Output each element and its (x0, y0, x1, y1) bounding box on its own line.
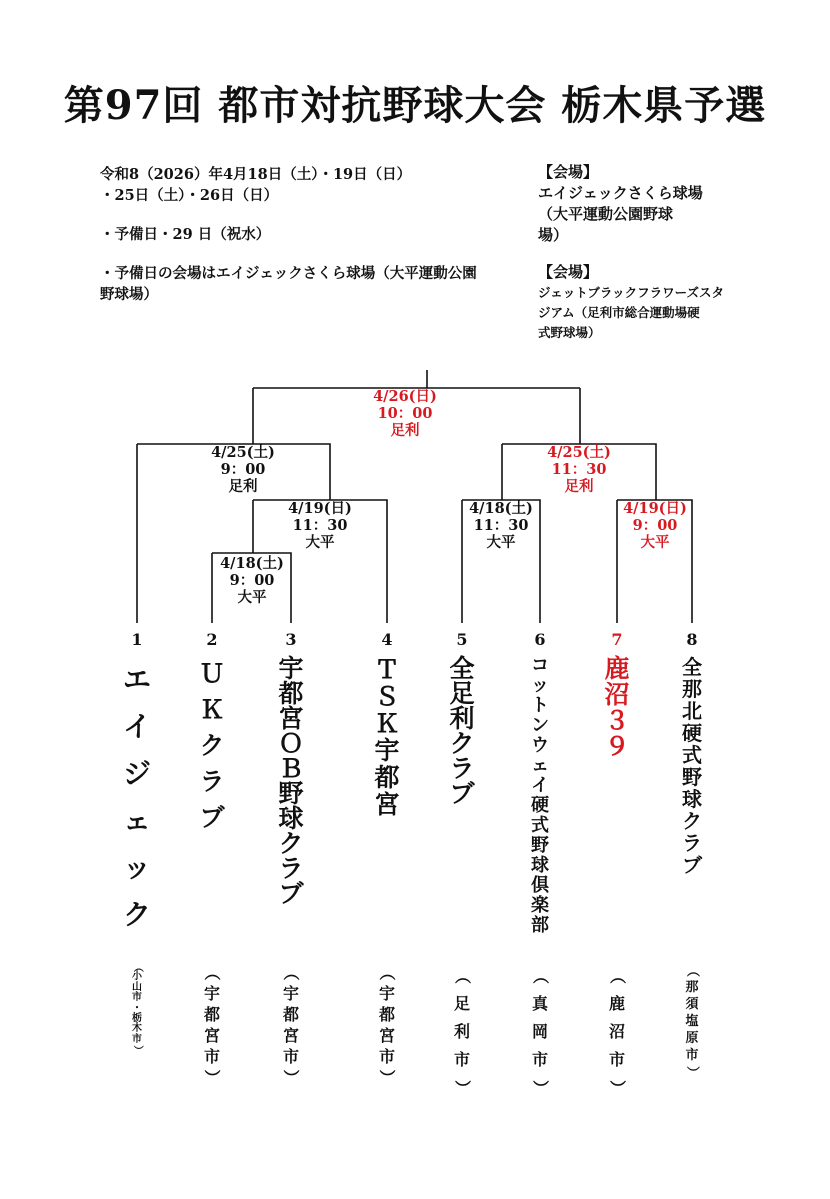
reserve-day: ・予備日・29 日（祝水） (100, 226, 271, 243)
schedule-line-1: 令和8（2026）年4月18日（土）・19日（日） (100, 166, 412, 183)
team-number: 3 (285, 630, 297, 649)
team-name: Ｕ Ｋ ク ラ ブ (199, 659, 225, 832)
match-time: 9：00 (229, 572, 275, 589)
team-name: エ イ ジ ェ ッ ク (122, 663, 151, 931)
team-number: 2 (206, 630, 218, 649)
team-number: 4 (381, 630, 393, 649)
match-venue: 大平 (237, 589, 267, 606)
team-city: （ 鹿 沼 市 ） (608, 967, 627, 1096)
venue-2-line-2: ジアム（足利市総合運動場硬 (538, 305, 700, 320)
match-date: 4/19(日) (288, 500, 352, 517)
match-venue: 足利 (228, 478, 258, 495)
team-name: 鹿 沼 ３ ９ (604, 654, 630, 761)
venue-2-line-1: ジェットブラックフラワーズスタ (538, 285, 725, 300)
reserve-venue-line-2: 野球場） (100, 286, 158, 303)
match-venue: 大平 (486, 534, 516, 551)
team-name: 全 那 北 硬 式 野 球 ク ラ ブ (682, 655, 702, 877)
team-city: （ 足 利 市 ） (453, 967, 472, 1096)
match-date: 4/25(土) (547, 444, 611, 461)
match-time: 10：00 (377, 405, 433, 422)
team-number: 6 (534, 630, 546, 649)
match-venue: 大平 (305, 534, 335, 551)
match-qf-left (275, 500, 365, 551)
team-city: （ 那 須 塩 原 市 ） (684, 963, 700, 1079)
team-city: （ 宇 都 宮 市 ） (281, 964, 301, 1086)
match-qf-right (610, 500, 700, 551)
page-title: 第97回 都市対抗野球大会 栃木県予選 (63, 82, 767, 129)
match-semi-right (534, 444, 624, 495)
match-date: 4/26(日) (373, 388, 437, 405)
venue-2-line-3: 式野球場） (538, 325, 601, 340)
match-time: 9：00 (632, 517, 678, 534)
venue-1-heading: 【会場】 (538, 163, 599, 181)
match-time: 11：30 (292, 517, 348, 534)
venue-1-line-1: エイジェックさくら球場 (538, 184, 703, 202)
match-venue: 大平 (640, 534, 670, 551)
venue-1-line-2: （大平運動公園野球 (538, 205, 674, 223)
match-venue: 足利 (564, 478, 594, 495)
match-r1-left (207, 555, 297, 606)
match-time: 11：30 (473, 517, 529, 534)
team-name: 宇 都 宮 Ｏ Ｂ 野 球 ク ラ ブ (278, 654, 304, 908)
reserve-venue-line-1: ・予備日の会場はエイジェックさくら球場（大平運動公園 (100, 265, 477, 282)
team-name: Ｔ Ｓ Ｋ 宇 都 宮 (374, 655, 400, 819)
venue-1-line-3: 場） (538, 226, 569, 244)
schedule-line-2: ・25日（土）・26日（日） (100, 187, 279, 204)
match-time: 9：00 (220, 461, 266, 478)
match-date: 4/18(土) (469, 500, 533, 517)
match-final (360, 388, 450, 439)
team-city: （ 宇 都 宮 市 ） (377, 964, 397, 1086)
venue-2-heading: 【会場】 (538, 263, 599, 281)
match-semi-left (198, 444, 288, 495)
team-city: （ 小 山 市 ・ 栃 木 市 ） (132, 962, 144, 1056)
team-number: 1 (131, 630, 143, 649)
team-name: コ ッ ト ン ウ ェ イ 硬 式 野 球 倶 楽 部 (531, 655, 549, 936)
match-venue: 足利 (390, 422, 420, 439)
match-date: 4/19(日) (623, 500, 687, 517)
match-date: 4/25(土) (211, 444, 275, 461)
match-qf-center (456, 500, 546, 551)
team-city: （ 宇 都 宮 市 ） (202, 964, 222, 1086)
match-date: 4/18(土) (220, 555, 284, 572)
team-number: 8 (686, 630, 698, 649)
team-city: （ 真 岡 市 ） (531, 967, 550, 1096)
team-name: 全 足 利 ク ラ ブ (449, 654, 475, 808)
match-time: 11：30 (551, 461, 607, 478)
team-number: 5 (456, 630, 468, 649)
team-number: 7 (611, 630, 623, 649)
